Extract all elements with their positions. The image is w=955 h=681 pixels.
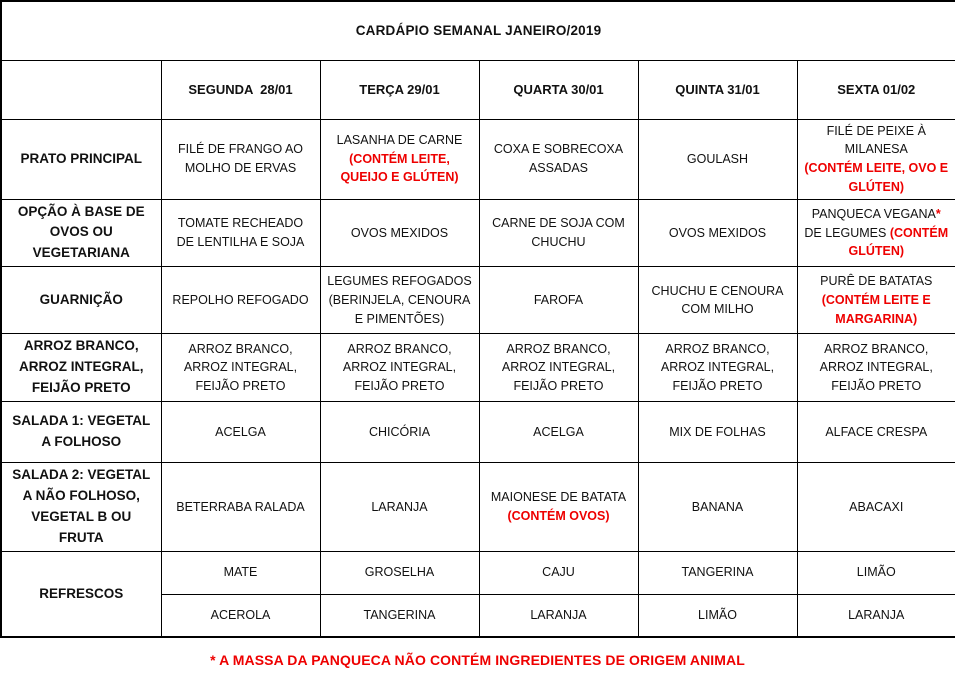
menu-cell	[797, 594, 955, 637]
dish-text: CAJU	[542, 565, 575, 580]
dish-text: GROSELHA	[364, 565, 435, 580]
row-refrescos-1	[1, 551, 955, 594]
row-label-opcao-vegetariana: OPÇÃO À BASE DE OVOS OU VEGETARIANA	[1, 199, 161, 267]
menu-cell	[161, 594, 320, 637]
menu-cell	[479, 594, 638, 637]
menu-cell	[638, 402, 797, 463]
menu-cell	[161, 463, 320, 552]
corner-cell	[1, 60, 161, 119]
menu-cell	[479, 463, 638, 552]
day-header-row	[1, 60, 955, 119]
dish-text: FILÉ DE FRANGO AO MOLHO DE ERVAS	[177, 142, 304, 175]
dish-text: LIMÃO	[698, 608, 737, 623]
menu-cell	[161, 551, 320, 594]
dish-text: CHUCHU E CENOURA COM MILHO	[651, 283, 784, 317]
dish-text: OVOS MEXIDOS	[668, 225, 767, 240]
menu-cell	[320, 267, 479, 334]
row-prato-principal	[1, 119, 955, 199]
dish-text: ARROZ BRANCO, ARROZ INTEGRAL, FEIJÃO PRETO	[183, 341, 298, 394]
menu-cell	[320, 119, 479, 199]
footnote: * A MASSA DA PANQUECA NÃO CONTÉM INGREDIENTES DE ORIGEM ANIMAL	[210, 651, 745, 668]
dish-text: REPOLHO REFOGADO	[172, 292, 309, 307]
dish-text: ACELGA	[215, 424, 266, 439]
allergen-warning: (CONTÉM LEITE, OVO E GLÚTEN)	[804, 161, 949, 194]
menu-cell	[479, 267, 638, 334]
menu-cell	[161, 334, 320, 402]
dish-text: ARROZ BRANCO, ARROZ INTEGRAL, FEIJÃO PRETO	[342, 341, 457, 394]
allergen-warning: (CONTÉM LEITE E MARGARINA)	[821, 292, 931, 326]
dish-text: LARANJA	[371, 499, 428, 514]
dish-text: PANQUECA VEGANA	[811, 206, 936, 221]
menu-cell	[797, 267, 955, 334]
menu-cell	[161, 199, 320, 267]
menu-cell	[638, 463, 797, 552]
row-guarnicao	[1, 267, 955, 334]
dish-text: ARROZ BRANCO, ARROZ INTEGRAL, FEIJÃO PRETO	[501, 341, 616, 394]
menu-cell	[638, 119, 797, 199]
menu-cell	[479, 199, 638, 267]
menu-cell	[797, 402, 955, 463]
dish-text: ARROZ BRANCO, ARROZ INTEGRAL, FEIJÃO PRETO	[819, 341, 933, 394]
day-header-wednesday: QUARTA 30/01	[479, 60, 638, 119]
day-header-monday: SEGUNDA 28/01	[161, 60, 320, 119]
row-label-arroz-feijao: ARROZ BRANCO, ARROZ INTEGRAL, FEIJÃO PRETO	[1, 334, 161, 402]
menu-cell	[161, 119, 320, 199]
menu-cell	[797, 463, 955, 552]
dish-text: LIMÃO	[856, 565, 896, 580]
menu-cell	[320, 551, 479, 594]
dish-text: TANGERINA	[681, 565, 754, 580]
menu-cell	[797, 199, 955, 267]
dish-text: COXA E SOBRECOXA ASSADAS	[493, 142, 624, 175]
row-label-prato-principal: PRATO PRINCIPAL	[1, 119, 161, 199]
dish-text: CARNE DE SOJA COM CHUCHU	[492, 216, 625, 249]
dish-text: FAROFA	[533, 292, 584, 307]
menu-cell	[320, 199, 479, 267]
dish-text: MATE	[223, 565, 258, 580]
dish-text: MAIONESE DE BATATA	[490, 490, 627, 505]
menu-cell	[320, 402, 479, 463]
dish-text: TOMATE RECHEADO DE LENTILHA E SOJA	[176, 216, 305, 249]
dish-text: LEGUMES REFOGADOS (BERINJELA, CENOURA E PIMENTÕES)	[327, 274, 472, 326]
dish-text: LASANHA DE CARNE	[336, 132, 463, 147]
dish-text: ARROZ BRANCO, ARROZ INTEGRAL, FEIJÃO PRETO	[660, 341, 775, 394]
dish-text: CHICÓRIA	[368, 424, 431, 439]
menu-cell	[797, 119, 955, 199]
row-opcao-vegetariana	[1, 199, 955, 267]
footnote-asterisk: *	[935, 206, 941, 221]
menu-cell	[479, 334, 638, 402]
row-label-salada-2: SALADA 2: VEGETAL A NÃO FOLHOSO, VEGETAL B OU FRUTA	[1, 463, 161, 552]
menu-cell	[638, 551, 797, 594]
row-label-refrescos: REFRESCOS	[1, 551, 161, 637]
allergen-warning: (CONTÉM GLÚTEN)	[848, 225, 949, 259]
allergen-warning: (CONTÉM LEITE, QUEIJO E GLÚTEN)	[340, 151, 459, 185]
row-salada-1	[1, 402, 955, 463]
dish-text: PURÊ DE BATATAS	[820, 274, 933, 289]
day-header-thursday: QUINTA 31/01	[638, 60, 797, 119]
row-salada-2	[1, 463, 955, 552]
menu-cell	[161, 402, 320, 463]
dish-text: MIX DE FOLHAS	[669, 424, 766, 439]
dish-text: ALFACE CRESPA	[825, 424, 928, 439]
menu-cell	[797, 334, 955, 402]
row-arroz-feijao	[1, 334, 955, 402]
menu-cell	[320, 334, 479, 402]
day-header-tuesday: TERÇA 29/01	[320, 60, 479, 119]
title-row	[1, 1, 955, 60]
menu-cell	[479, 402, 638, 463]
dish-text: ACEROLA	[210, 608, 271, 623]
menu-cell	[638, 199, 797, 267]
dish-text: DE LEGUMES	[804, 225, 890, 240]
dish-text: LARANJA	[848, 608, 905, 623]
menu-cell	[797, 551, 955, 594]
menu-cell	[479, 551, 638, 594]
dish-text: TANGERINA	[363, 608, 436, 623]
row-label-guarnicao: GUARNIÇÃO	[1, 267, 161, 334]
day-header-friday: SEXTA 01/02	[797, 60, 955, 119]
menu-cell	[638, 267, 797, 334]
dish-text: BETERRABA RALADA	[176, 499, 305, 514]
dish-text: BANANA	[691, 499, 744, 514]
dish-text: OVOS MEXIDOS	[350, 225, 449, 240]
allergen-warning: (CONTÉM OVOS)	[507, 508, 610, 523]
menu-cell	[320, 594, 479, 637]
row-label-salada-1: SALADA 1: VEGETAL A FOLHOSO	[1, 402, 161, 463]
menu-cell	[320, 463, 479, 552]
dish-text: ACELGA	[533, 424, 584, 439]
dish-text: GOULASH	[686, 151, 749, 166]
menu-cell	[479, 119, 638, 199]
dish-text: LARANJA	[530, 608, 587, 623]
menu-cell	[638, 334, 797, 402]
dish-text: FILÉ DE PEIXE À MILANESA	[826, 123, 926, 157]
menu-cell	[161, 267, 320, 334]
page-title: CARDÁPIO SEMANAL JANEIRO/2019	[1, 1, 955, 60]
dish-text: ABACAXI	[849, 499, 904, 514]
menu-cell	[638, 594, 797, 637]
